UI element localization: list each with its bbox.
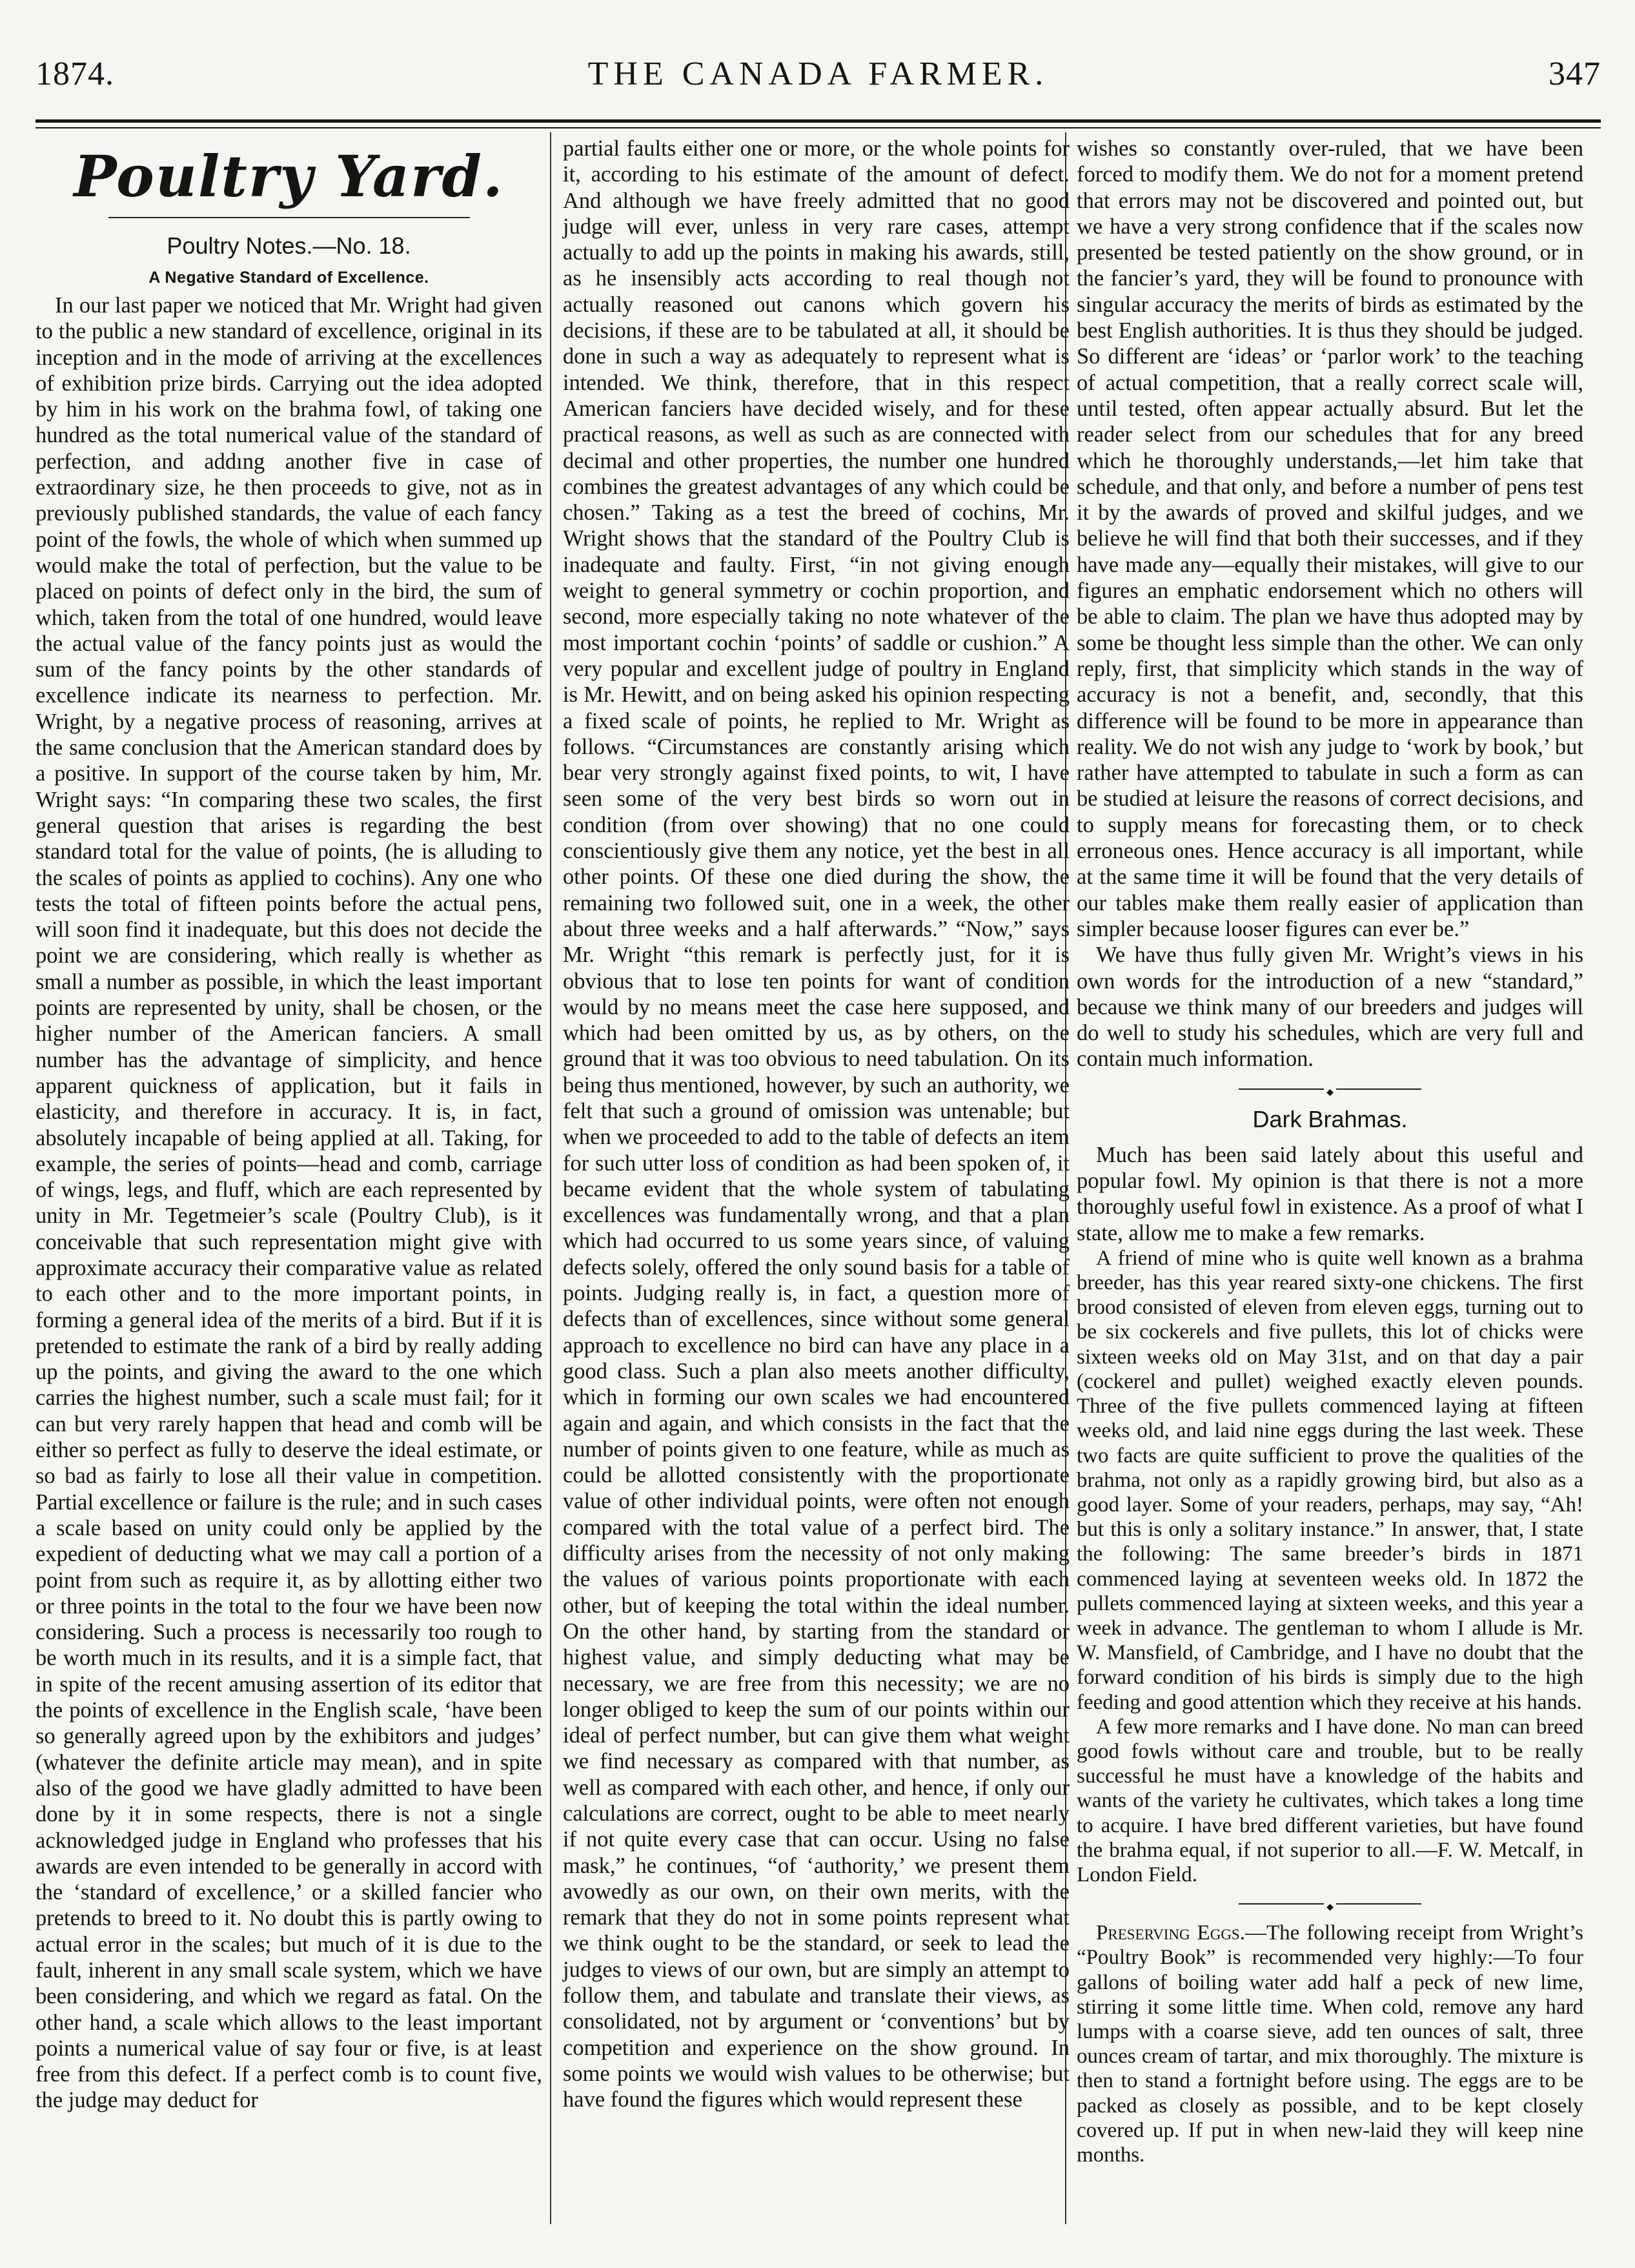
article-title: Dark Brahmas.	[1252, 1105, 1408, 1132]
article-subtitle: A Negative Standard of Excellence.	[148, 269, 429, 287]
column-divider	[550, 132, 551, 2224]
article-paragraph: A few more remarks and I have done. No man can breed good fowls without care and trouble, but to be really successful he must have a knowledge of the habits and wants of the variety he cultivates, which takes a long time to acquire. I have bred different varieties, but have found the brahma equal, if not superior to all.—F. W. Metcalf, in London Field.	[1077, 1715, 1583, 1886]
header-rule-thin	[36, 127, 1601, 128]
article-paragraph: A friend of mine who is quite well known as a brahma breeder, has this year reared sixty-one chickens. The first brood consisted of eleven from eleven eggs, turning out to be six cockerels and five pullets, this lot of chicks were sixteen weeks old on May 31st, and on that day a pair (cockerel and pullet) weighed exactly eleven pounds. Three of the five pullets commenced laying at fifteen weeks old, and laid nine eggs during the last week. These two facts are quite sufficient to prove the qualities of the brahma, not only as a rapidly growing bird, but also as a good layer. Some of your readers, perhaps, may say, “Ah! but this is only a solitary instance.” In answer, that, I state the following: The same breeder’s birds in 1871 commenced laying at seventeen weeks old. In 1872 the pullets commenced laying at sixteen weeks, and this year a week in advance. The gentleman to whom I allude is Mr. W. Mansfield, of Cambridge, and I have no doubt that the forward condition of his birds is simply due to the high feeding and good attention which they receive at his hands.	[1077, 1246, 1583, 1714]
masthead-rule	[108, 217, 470, 218]
header-rule	[36, 119, 1601, 123]
article-paragraph: Much has been said lately about this useful and popular fowl. My opinion is that there is not a more thoroughly useful fowl in existence. As a proof of what I state, allow me to make a few remarks.	[1077, 1142, 1583, 1245]
article-title: Poultry Notes.—No. 18.	[167, 232, 411, 259]
column-2	[563, 136, 1070, 2113]
article-paragraph: wishes so constantly over-ruled, that we have been forced to modify them. We do not for a moment pretend that errors may not be discovered and pointed out, but we have a very strong confidence that if the scales now presented be tested patiently on the show ground, or in the fancier’s yard, they will be found to pronounce with singular accuracy the merits of birds as estimated by the best English authorities. It is thus they should be judged. So different are ‘ideas’ or ‘parlor work’ to the teaching of actual competition, that a really correct scale will, until tested, often appear actually absurd. But let the reader select from our schedules that for any breed which he thoroughly understands,—let him take that schedule, and that only, and before a number of pens test it by the awards of proved and skilful judges, and we believe he will find that both their successes, and if they have made any—equally their mistakes, will give to our figures an emphatic endorsement which no others will be able to claim. The plan we have thus adopted may by some be thought less simple than the other. We can only reply, first, that simplicity which stands in the way of accuracy is not a benefit, and, secondly, that this difference will be found to be more in appearance than reality. We do not wish any judge to ‘work by book,’ but rather have attempted to tabulate in such a form as can be studied at leisure the reasons of correct decisions, and to supply means for forecasting them, or to check erroneous ones. Hence accuracy is all important, while at the same time it will be found that the very details of our tables make them really easier of application than simpler because looser figures can ever be.”	[1077, 136, 1583, 941]
header-title: THE CANADA FARMER.	[587, 56, 1049, 92]
article-paragraph: In our last paper we noticed that Mr. Wright had given to the public a new standard of excellence, original in its inception and in the mode of arriving at the excellences of exhibition prize birds. Carrying out the idea adopted by him in his work on the brahma fowl, of taking one hundred as the total numerical value of the standard of perfection, and addıng another five in case of extraordinary size, he then proceeds to give, not as in previously published standards, the value of each fancy point of the fowls, the whole of which when summed up would make the total of perfection, but the value to be placed on points of defect only in the bird, the sum of which, taken from the total of one hundred, would leave the actual value of the fancy points just as would the sum of the fancy points by the other standards of excellence indicate its nearness to perfection. Mr. Wright, by a negative process of reasoning, arrives at the same conclusion that the American standard does by a positive. In support of the course taken by him, Mr. Wright says: “In comparing these two scales, the first general question that arises is regarding the best standard total for the value of points, (he is alluding to the scales of points as applied to cochins). Any one who tests the total of fifteen points before the actual pens, will soon find it inadequate, but this does not decide the point we are considering, which really is whether as small a number as possible, in which the least important points are represented by unity, shall be chosen, or the higher number of the American fanciers. A small number has the advantage of simplicity, and hence apparent quickness of application, but it fails in elasticity, and therefore in accuracy. It is, in fact, absolutely incapable of being applied at all. Taking, for example, the series of points—head and comb, carriage of wings, legs, and fluff, which are each represented by unity in Mr. Tegetmeier’s scale (Poultry Club), is it conceivable that such representation might give with approximate accuracy their comparative value as related to each other and to the more important points, in forming a general idea of the merits of a bird. But if it is pretended to estimate the rank of a bird by really adding up the points, and giving the award to the one which carries the highest number, such a scale must fail; for it can but very rarely happen that head and comb will be either so perfect as fully to deserve the ideal estimate, or so bad as fairly to lose all their value in competition. Partial excellence or failure is the rule; and in such cases a scale based on unity could only be applied by the expedient of deducting what we may call a portion of a point from such as require it, as by allotting either two or three points in the total to the four we have been now considering. Such a process is necessarily too rough to be worth much in its results, and it is a simple fact, that in spite of the recent amusing assertion of its editor that the points of excellence in the English scale, ‘have been so generally agreed upon by the exhibitors and judges’ (whatever the definite article may mean), and in spite also of the good we have gladly admitted to have been done by it in some respects, there is not a single acknowledged judge in England who professes that his awards are even intended to be generally in accord with the ‘standard of excellence,’ or a skilled fancier who pretends to breed to it. No doubt this is partly owing to actual error in the scales; but much of it is due to the fault, inherent in any small scale system, which we have been considering, and which we regard as fatal. On the other hand, a scale which allows to the least important points a numerical value of say four or five, is at least free from this defect. If a perfect comb is to count five, the judge may deduct for	[36, 293, 542, 2113]
section-masthead: Poultry Yard.	[74, 143, 504, 210]
header-page-number: 347	[1549, 56, 1601, 92]
article-text: —The following receipt from Wright’s “Poultry Book” is recommended very highly:—To four gallons of boiling water add half a peck of new lime, stirring it some little time. When cold, remove any hard lumps with a coarse sieve, add ten ounces of salt, three ounces cream of tartar, and mix thoroughly. The mixture is then to stand a fortnight before using. The eggs are to be packed as closely as possible, and to be kept closely covered up. If put in when new-laid they will keep nine months.	[1077, 1921, 1583, 2167]
header-year: 1874.	[36, 56, 114, 92]
section-separator: ◆	[1077, 1901, 1583, 1906]
article-paragraph: partial faults either one or more, or the whole points for it, according to his estimate of the amount of defect. And although we have freely admitted that no good judge will ever, unless in very rare cases, attempt actually to add up the points in making his awards, still, as he insensibly acts according to real though not actually reasoned out canons which govern his decisions, if these are to be tabulated at all, it should be done in such a way as adequately to represent what is intended. We think, therefore, that in this respect American fanciers have decided wisely, and for these practical reasons, as well as such as are connected with decimal and other properties, the number one hundred combines the greatest advantages of any which could be chosen.” Taking as a test the breed of cochins, Mr. Wright shows that the standard of the Poultry Club is inadequate and faulty. First, “in not giving enough weight to general symmetry or cochin proportion, and second, more especially taking no note whatever of the most important cochin ‘points’ of saddle or cushion.” A very popular and excellent judge of poultry in England is Mr. Hewitt, and on being asked his opinion respecting a fixed scale of points, he replied to Mr. Wright as follows. “Circumstances are constantly arising which bear very strongly against fixed points, to wit, I have seen some of the very best birds so worn out in condition (from over showing) that no one could conscientiously give them any notice, yet the best in all other points. Of these one died during the show, the remaining two followed suit, one in a week, the other about three weeks and a half afterwards.” “Now,” says Mr. Wright “this remark is perfectly just, for it is obvious that to lose ten points for want of condition would by no means meet the case here supposed, and which had been omitted by us, as by others, on the ground that it was too obvious to need tabulation. On its being thus mentioned, however, by such an authority, we felt that such a ground of omission was untenable; but when we proceeded to add to the table of defects an item for such utter loss of condition as had been spoken of, it became evident that the whole system of tabulating excellences was fundamentally wrong, and that a plan which had occurred to us some years since, of valuing defects solely, offered the only sound basis for a table of points. Judging really is, in fact, a question more of defects than of excellences, since without some general approach to excellence no bird can have any place in a good class. Such a plan also meets another difficulty, which in forming our own scales we had encountered again and again, and which consists in the fact that the number of points given to one feature, while as much as could be allotted consistently with the proportionate value of other individual points, were often not enough compared with the total value of a perfect bird. The difficulty arises from the necessity of not only making the values of various points proportionate with each other, but of keeping the total within the ideal number. On the other hand, by starting from the standard or highest value, and simply deducting what may be necessary, we are free from this necessity; we are no longer obliged to keep the sum of our points within our ideal of perfect number, but can give them what weight we find necessary as compared with that number, as well as compared with each other, and hence, if only our calculations are correct, ought to be able to meet nearly if not quite every case that can occur. Using no false mask,” he continues, “of ‘authority,’ we present them avowedly as our own, on their own merits, with the remark that they do not in some points represent what we think ought to be the standard, or seek to lead the judges to views of our own, but are simply an attempt to follow them, and tabulate and translate their views, as consolidated, not by argument or ‘conventions’ but by competition and experience on the show ground. In some points we would wish values to be otherwise; but have found the figures which would represent these	[563, 136, 1070, 2112]
article-paragraph	[1077, 1921, 1583, 2167]
page-header	[36, 55, 1601, 107]
column-1	[36, 136, 542, 2114]
column-3	[1077, 136, 1583, 2167]
article-lead: Preserving Eggs.	[1096, 1921, 1245, 1945]
section-separator: ◆	[1077, 1087, 1583, 1092]
article-paragraph: We have thus fully given Mr. Wright’s views in his own words for the introduction of a new “standard,” because we think many of our breeders and judges will do well to study his schedules, which are very full and contain much information.	[1077, 943, 1583, 1072]
